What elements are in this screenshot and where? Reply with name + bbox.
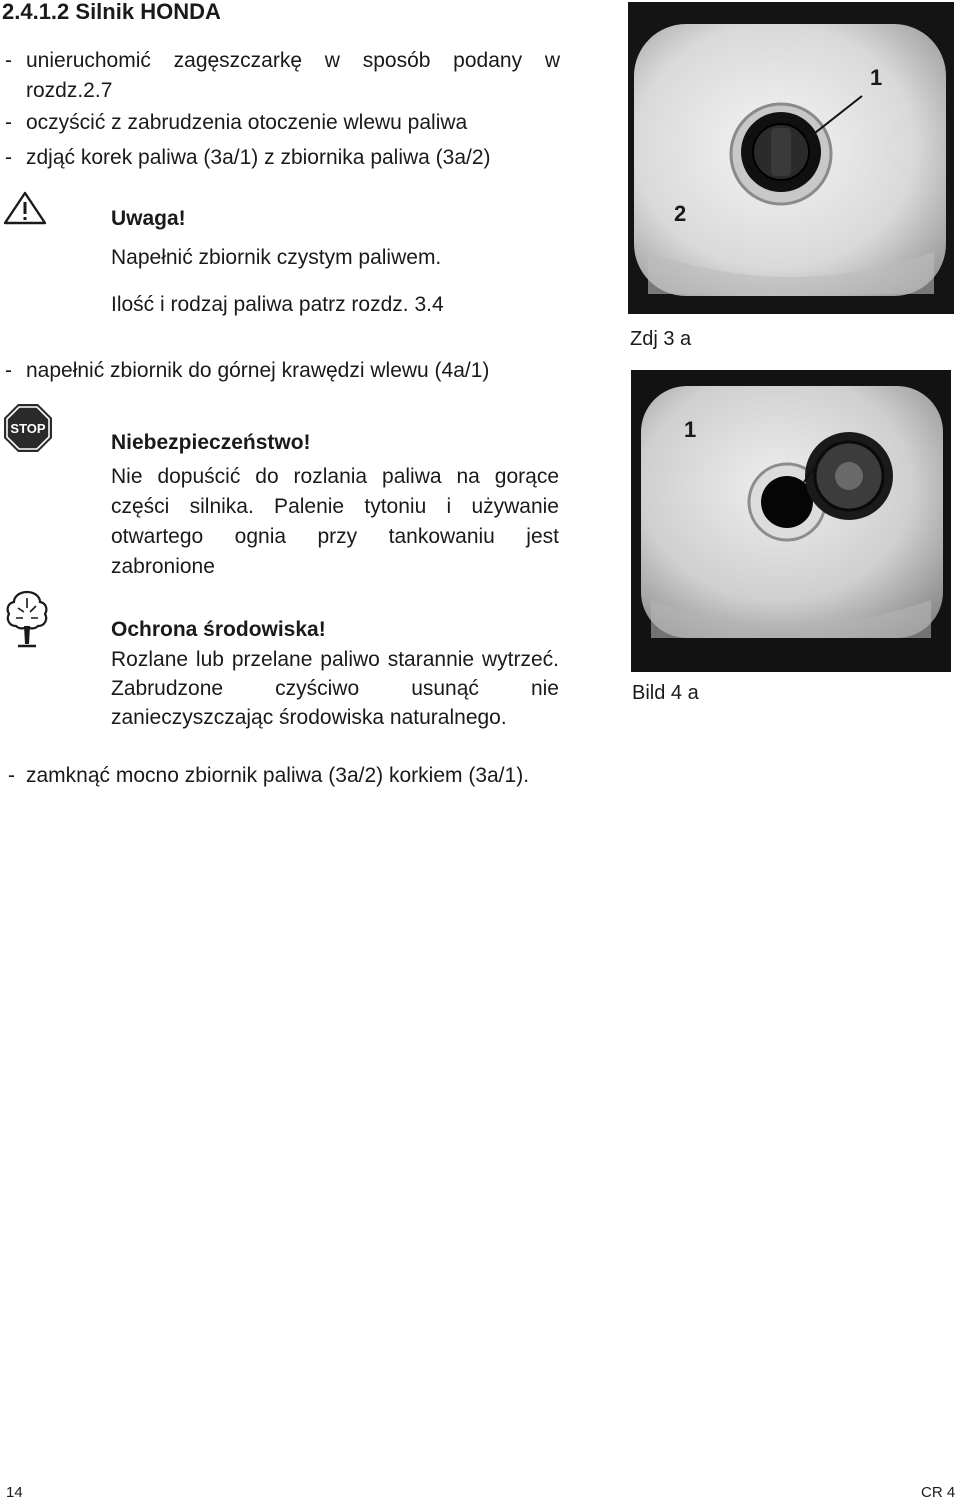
stop-sign-icon xyxy=(2,402,54,454)
caution-line2: Ilość i rodzaj paliwa patrz rozdz. 3.4 xyxy=(111,293,444,316)
step-marker: - xyxy=(5,111,12,134)
figure-4a-caption: Bild 4 a xyxy=(632,682,699,704)
warning-triangle-icon xyxy=(2,190,48,226)
step-clean-area: oczyścić z zabrudzenia otoczenie wlewu paliwa xyxy=(26,111,468,134)
footer-model: CR 4 xyxy=(921,1484,956,1501)
caution-heading: Uwaga! xyxy=(111,207,186,230)
callout-tank-3a: 2 xyxy=(674,201,687,226)
step-immobilize-line1: unieruchomić zagęszczarkę w sposób podany w xyxy=(26,49,560,72)
step-marker: - xyxy=(8,764,15,787)
step-immobilize-line2: rozdz.2.7 xyxy=(26,79,113,102)
page-number: 14 xyxy=(6,1484,23,1501)
environment-body: Rozlane lub przelane paliwo starannie wytrzeć. Zabrudzone czyściwo usunąć nie zanieczyszczając środowiska naturalnego. xyxy=(111,648,559,729)
callout-cap-3a: 1 xyxy=(870,65,883,90)
step-fill-tank: napełnić zbiornik do górnej krawędzi wlewu (4a/1) xyxy=(26,359,490,382)
figure-3a-caption: Zdj 3 a xyxy=(630,328,692,350)
environment-heading: Ochrona środowiska! xyxy=(111,618,326,641)
section-title: 2.4.1.2 Silnik HONDA xyxy=(2,0,221,24)
caution-line1: Napełnić zbiornik czystym paliwem. xyxy=(111,246,442,269)
tree-icon xyxy=(4,588,50,648)
step-marker: - xyxy=(5,146,12,169)
photo-fuel-tank-open xyxy=(631,370,951,672)
step-close-tank: zamknąć mocno zbiornik paliwa (3a/2) korkiem (3a/1). xyxy=(26,764,530,787)
step-marker: - xyxy=(5,359,12,382)
stop-sign-text: STOP xyxy=(10,421,46,436)
photo-fuel-tank-cap xyxy=(628,2,954,314)
step-marker: - xyxy=(5,49,12,72)
callout-neck-4a: 1 xyxy=(684,417,697,442)
danger-body: Nie dopuścić do rozlania paliwa na gorące części silnika. Palenie tytoniu i używanie otwartego ognia przy tankowaniu jest zabronione xyxy=(111,465,559,578)
step-remove-cap: zdjąć korek paliwa (3a/1) z zbiornika paliwa (3a/2) xyxy=(26,146,491,169)
danger-heading: Niebezpieczeństwo! xyxy=(111,431,311,454)
